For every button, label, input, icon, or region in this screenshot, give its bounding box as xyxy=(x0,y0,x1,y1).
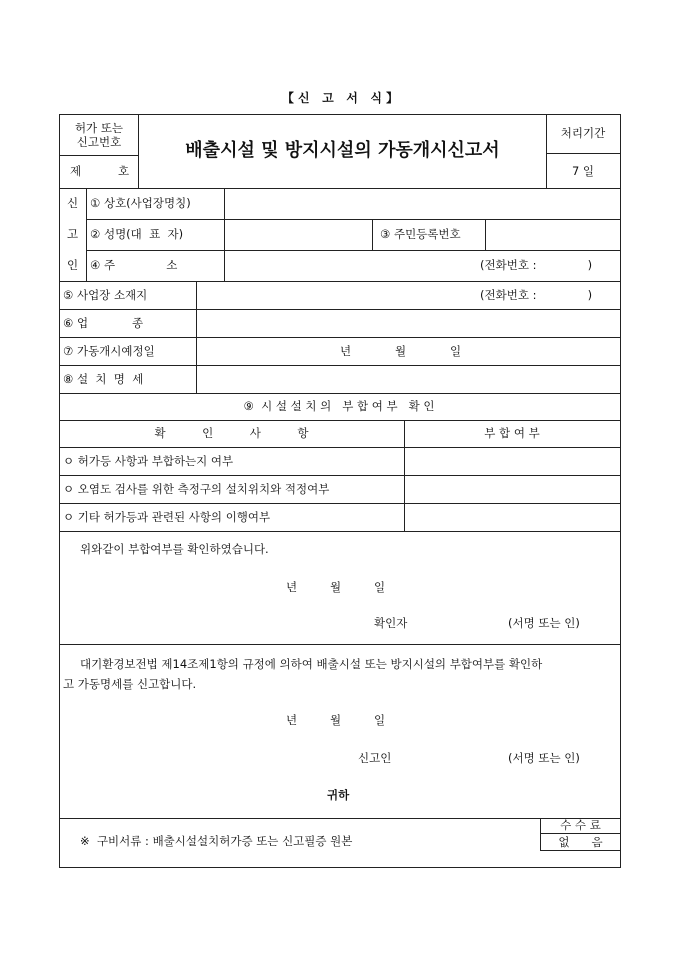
confirmation-statement: 위와같이 부합여부를 확인하였습니다. xyxy=(80,542,269,556)
verification-result-1[interactable] xyxy=(405,448,619,475)
site-location-label: ⑤ 사업장 소재지 xyxy=(63,288,148,302)
reporter-signature[interactable]: (서명 또는 인) xyxy=(508,751,580,765)
resident-number-label: ③ 주민등록번호 xyxy=(380,227,461,241)
verification-section-title: ⑨ 시 설 설 치 의 부 합 여 부 확 인 xyxy=(243,399,435,413)
verification-item-2: ㅇ 오염도 검사를 위한 측정구의 설치위치와 적정여부 xyxy=(63,482,330,496)
confirmation-date[interactable]: 년 월 일 xyxy=(286,580,386,594)
fee-value: 없 음 xyxy=(558,835,603,849)
report-date[interactable]: 년 월 일 xyxy=(286,713,386,727)
address-label: ④ 주 소 xyxy=(90,258,178,272)
addressee: 귀하 xyxy=(327,788,350,802)
applicant-side-label-3: 인 xyxy=(67,258,79,272)
confirmer-label: 확인자 xyxy=(374,616,408,630)
verification-item-3: ㅇ 기타 허가등과 관련된 사항의 이행여부 xyxy=(63,510,271,524)
business-name-label: ① 상호(사업장명칭) xyxy=(90,196,191,210)
fee-label: 수 수 료 xyxy=(560,818,601,832)
representative-name-field[interactable] xyxy=(225,220,371,250)
business-name-field[interactable] xyxy=(225,189,619,219)
verification-column-item: 확 인 사 항 xyxy=(154,426,309,440)
installation-detail-label: ⑧ 설 치 명 세 xyxy=(63,372,144,386)
je-label: 제 xyxy=(70,164,82,178)
processing-period-value: 7 일 xyxy=(571,164,595,178)
verification-column-result: 부 합 여 부 xyxy=(484,426,540,440)
industry-field[interactable] xyxy=(197,310,619,337)
applicant-side-label-1: 신 xyxy=(67,196,79,210)
industry-label: ⑥ 업 종 xyxy=(63,316,144,330)
form-title: 배출시설 및 방지시설의 가동개시신고서 xyxy=(185,140,500,161)
site-phone-label: (전화번호 : ) xyxy=(480,288,593,302)
confirmer-signature[interactable]: (서명 또는 인) xyxy=(508,616,580,630)
form-heading: 【 신 고 서 식 】 xyxy=(281,91,399,105)
verification-item-1: ㅇ 허가등 사항과 부합하는지 여부 xyxy=(63,454,234,468)
installation-detail-field[interactable] xyxy=(197,366,619,393)
report-statement-line-2: 고 가동명세를 신고합니다. xyxy=(63,677,197,691)
start-date-value[interactable]: 년 월 일 xyxy=(340,344,462,358)
ho-label: 호 xyxy=(118,164,130,178)
reporter-label: 신고인 xyxy=(358,751,392,765)
address-phone-label: (전화번호 : ) xyxy=(480,258,593,272)
permit-number-label: 허가 또는 신고번호 xyxy=(74,121,124,149)
verification-result-3[interactable] xyxy=(405,504,619,531)
report-statement-line-1: 대기환경보전법 제14조제1항의 규정에 의하여 배출시설 또는 방지시설의 부합여부를 확인하 xyxy=(80,657,543,671)
applicant-side-label-2: 고 xyxy=(67,227,79,241)
resident-number-field[interactable] xyxy=(486,220,619,250)
representative-name-label: ② 성명(대 표 자) xyxy=(90,227,184,241)
processing-period-label: 처리기간 xyxy=(560,126,606,140)
verification-result-2[interactable] xyxy=(405,476,619,503)
required-documents: ※ 구비서류 : 배출시설설치허가증 또는 신고필증 원본 xyxy=(80,834,353,848)
start-date-label: ⑦ 가동개시예정일 xyxy=(63,344,155,358)
